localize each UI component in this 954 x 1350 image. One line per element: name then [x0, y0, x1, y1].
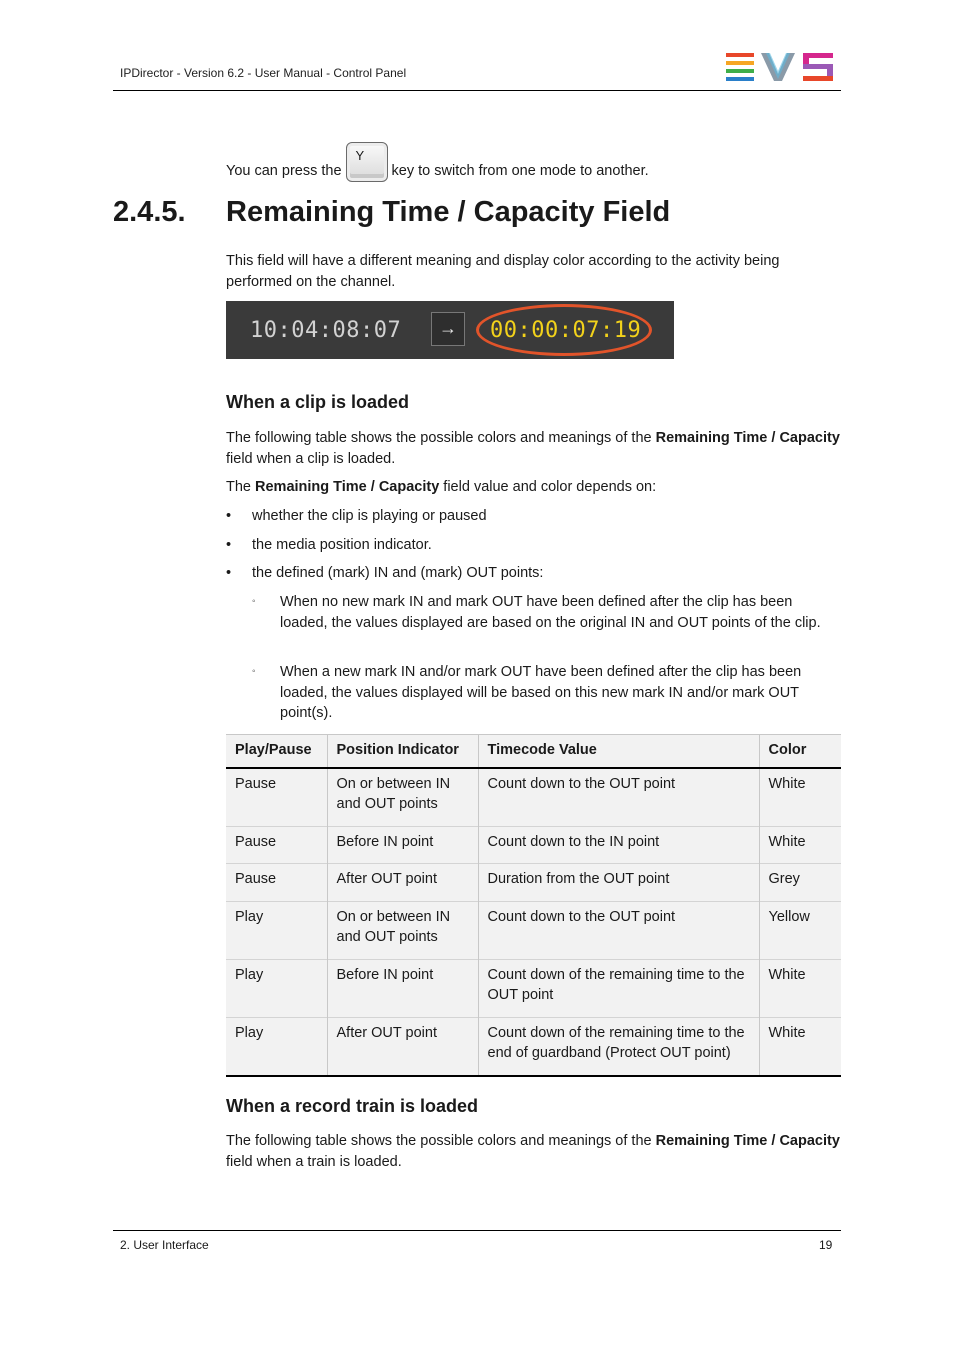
- table-cell: Pause: [226, 826, 327, 864]
- table-cell: Before IN point: [327, 826, 478, 864]
- table-cell: White: [759, 959, 841, 1017]
- table-cell: White: [759, 1017, 841, 1076]
- key-sentence-after: key to switch from one mode to another.: [391, 163, 649, 179]
- column-header: Color: [759, 735, 841, 768]
- table-cell: Pause: [235, 775, 277, 792]
- key-sentence-before: You can press the: [226, 163, 342, 179]
- table-row: [226, 864, 841, 902]
- column-header: Position Indicator: [327, 735, 478, 768]
- table-cell: Play: [226, 901, 327, 959]
- clip-paragraph-1: The following table shows the possible colors and meanings of the Remaining Time / Capacity field when a clip is loaded.: [226, 430, 840, 467]
- table-cell: Count down to the IN point: [478, 826, 759, 864]
- table-cell: Play: [226, 1017, 327, 1076]
- column-header: Play/Pause: [226, 735, 327, 768]
- clip-paragraph-2: The Remaining Time / Capacity field value and color depends on:: [226, 479, 657, 495]
- keyboard-key-icon: [346, 142, 388, 182]
- table-row: [226, 826, 841, 864]
- table-cell: Count down to the OUT point: [478, 901, 759, 959]
- clip-color-table: [226, 734, 841, 1077]
- column-header: Timecode Value: [478, 735, 759, 768]
- footer-rule: [113, 1230, 841, 1231]
- table-row: [226, 901, 841, 959]
- header-title: IPDirector - Version 6.2 - User Manual - Control Panel: [120, 66, 407, 80]
- table-cell: Duration from the OUT point: [478, 864, 759, 902]
- table-cell: Count down of the remaining time to the OUT point: [478, 959, 759, 1017]
- page-number: 19: [819, 1238, 833, 1252]
- evs-logo: [726, 53, 834, 82]
- arrow-right-icon: →: [431, 312, 465, 346]
- key-sentence: [226, 142, 649, 182]
- section-title: Remaining Time / Capacity Field: [226, 196, 671, 228]
- table-header-row: [226, 735, 841, 768]
- table-row: [226, 768, 841, 827]
- table-row: [226, 959, 841, 1017]
- footer-chapter: 2. User Interface: [120, 1238, 209, 1252]
- section-number: 2.4.5.: [113, 196, 186, 228]
- train-section-heading: When a record train is loaded: [226, 1096, 479, 1116]
- current-timecode: 10:04:08:07: [250, 318, 402, 343]
- table-cell: On or between IN and OUT points: [327, 901, 478, 959]
- table-cell: Grey: [759, 864, 841, 902]
- intro-paragraph: This field will have a different meaning and display color according to the activity being performed on the channel.: [226, 253, 780, 290]
- clip-section-heading: When a clip is loaded: [226, 392, 410, 412]
- keyboard-key-label: Y: [355, 148, 365, 163]
- table-cell: Before IN point: [327, 959, 478, 1017]
- table-row: [226, 1017, 841, 1076]
- table-cell: On or between IN and OUT points: [327, 768, 478, 827]
- table-cell: Play: [226, 959, 327, 1017]
- table-cell: Count down of the remaining time to the end of guardband (Protect OUT point): [478, 1017, 759, 1076]
- remaining-timecode: 00:00:07:19: [490, 318, 642, 343]
- table-cell: After OUT point: [327, 1017, 478, 1076]
- table-cell: Yellow: [759, 901, 841, 959]
- table-cell: Pause: [226, 864, 327, 902]
- table-cell: Count down to the OUT point: [478, 768, 759, 827]
- header-rule: [113, 90, 841, 91]
- table-cell: White: [759, 768, 841, 827]
- table-cell: White: [759, 826, 841, 864]
- table-cell: After OUT point: [327, 864, 478, 902]
- train-paragraph-1: The following table shows the possible colors and meanings of the Remaining Time / Capacity field when a train is loaded.: [226, 1133, 840, 1170]
